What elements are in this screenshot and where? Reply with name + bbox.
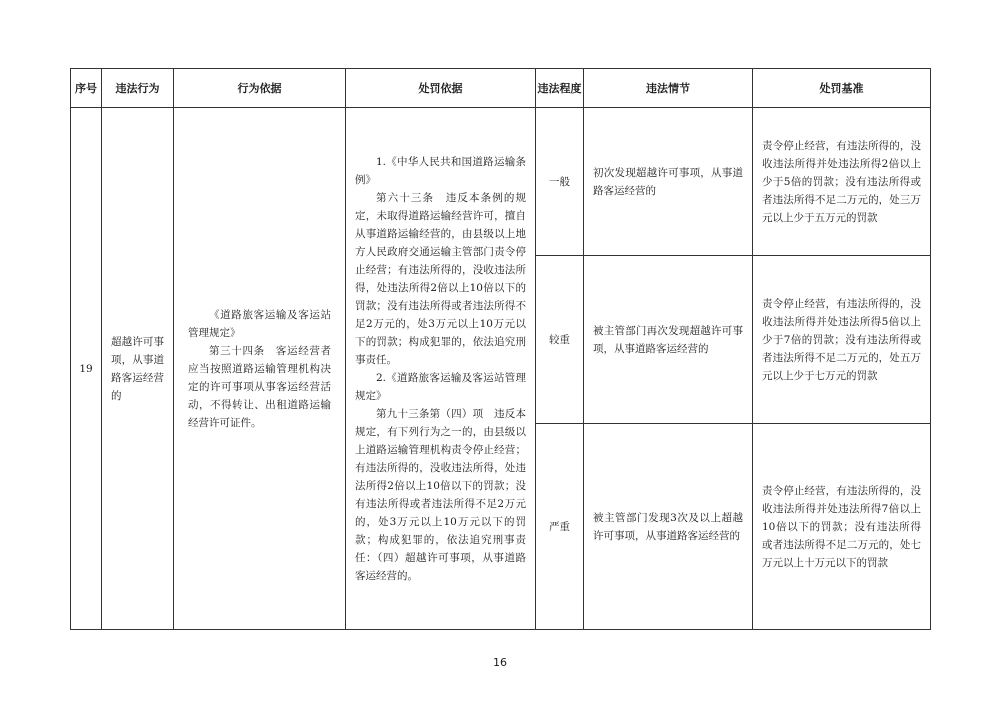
record-penalty-basis: [346, 108, 536, 630]
standard-text: 责令停止经营，有违法所得的，没收违法所得并处违法所得5倍以上少于7倍的罚款；没有违法所得或者违法所得不足二万元的，处五万元以上少于七万元的罚款: [762, 297, 921, 382]
circumstance-text: 初次发现超越许可事项，从事道路客运经营的: [593, 166, 743, 197]
table-row: [71, 108, 931, 256]
header-degree: 违法程度: [536, 69, 584, 108]
standard-severe: [753, 424, 931, 630]
circumstance-severe: [584, 424, 753, 630]
circumstance-text: 被主管部门再次发现超越许可事项，从事道路客运经营的: [593, 324, 743, 355]
header-penalty-basis: 处罚依据: [346, 69, 536, 108]
header-standard: 处罚基准: [753, 69, 931, 108]
page-number: 16: [493, 656, 507, 669]
basis-text: 第三十四条 客运经营者应当按照道路运输管理机构决定的许可事项从事客运经营活动，不得转让、出租道路运输经营许可证件。: [188, 344, 331, 429]
standard-text: 责令停止经营，有违法所得的，没收违法所得并处违法所得7倍以上10倍以下的罚款；没有违法所得或者违法所得不足二万元的，处七万元以上十万元以下的罚款: [762, 484, 921, 569]
header-behavior: 违法行为: [102, 69, 174, 108]
circumstance-text: 被主管部门发现3次及以上超越许可事项，从事道路客运经营的: [593, 511, 743, 542]
standard-text: 责令停止经营，有违法所得的，没收违法所得并处违法所得2倍以上少于5倍的罚款；没有违法所得或者违法所得不足二万元的，处三万元以上少于五万元的罚款: [762, 139, 921, 224]
degree-severe: 严重: [536, 424, 584, 630]
standard-general: [753, 108, 931, 256]
circumstance-general: [584, 108, 753, 256]
basis-title: 《道路旅客运输及客运站管理规定》: [188, 308, 331, 339]
penalty-basis-item: 第九十三条第（四）项 违反本规定，有下列行为之一的，由县级以上道路运输管理机构责令停止经营；有违法所得的，没收违法所得，处违法所得2倍以上10倍以下的罚款；没有违法所得或者违法所得不足2万元的，处3万元以上10万元以下的罚款；构成犯罪的，依法追究刑事责任：（四）超越许可事项，从事道路客运经营的。: [355, 407, 526, 582]
degree-serious: 较重: [536, 256, 584, 424]
penalty-table: [70, 68, 931, 630]
header-index: 序号: [71, 69, 102, 108]
behavior-text: 超越许可事项，从事道路客运经营的: [111, 335, 164, 402]
header-row: [71, 69, 931, 108]
degree-general: 一般: [536, 108, 584, 256]
record-index: 19: [71, 108, 102, 630]
standard-serious: [753, 256, 931, 424]
record-basis: [174, 108, 346, 630]
circumstance-serious: [584, 256, 753, 424]
penalty-basis-item: 1.《中华人民共和国道路运输条例》: [355, 155, 526, 186]
penalty-basis-item: 第六十三条 违反本条例的规定，未取得道路运输经营许可，擅自从事道路运输经营的，由县级以上地方人民政府交通运输主管部门责令停止经营；有违法所得的，没收违法所得，处违法所得2倍以上10倍以下的罚款；没有违法所得或者违法所得不足2万元的，处3万元以上10万元以下的罚款；构成犯罪的，依法追究刑事责任。: [355, 191, 526, 366]
penalty-basis-item: 2.《道路旅客运输及客运站管理规定》: [355, 371, 526, 402]
header-circumstance: 违法情节: [584, 69, 753, 108]
header-basis: 行为依据: [174, 69, 346, 108]
record-behavior: [102, 108, 174, 630]
